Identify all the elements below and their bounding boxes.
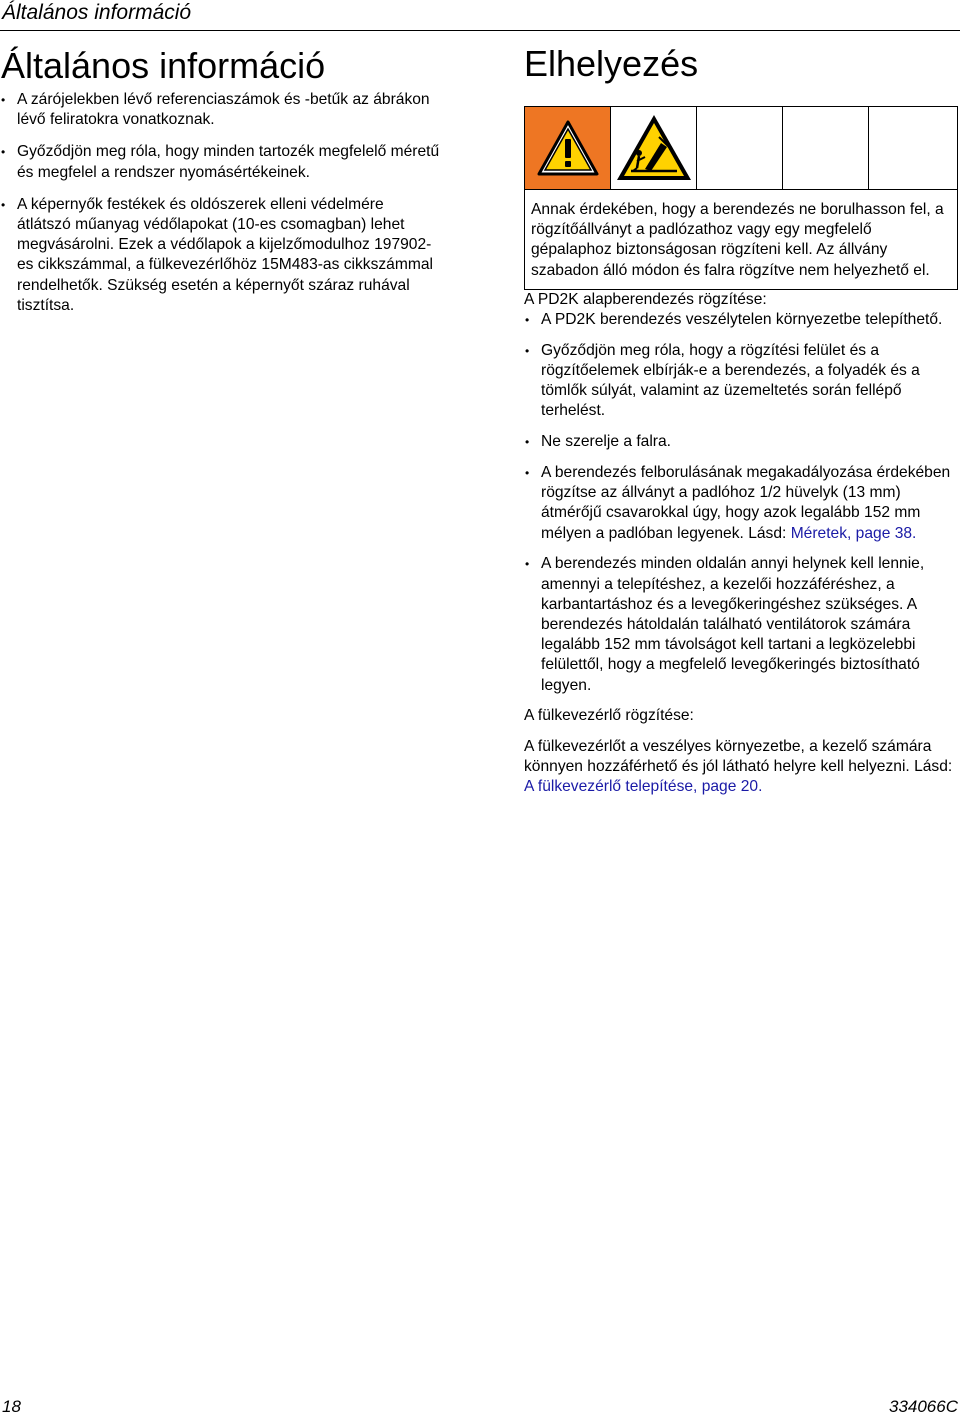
list-item: • A berendezés felborulásának megakadályozása érdekében rögzítse az állványt a padlóhoz 1/2 hüvelyk (13 mm) átmérőjű csavarokkal úgy, hogy azok legalább 152 mm mélyen a padlóban legyenek. Lásd: Méretek, page 38. — [524, 463, 960, 544]
warning-icon-row — [525, 107, 957, 190]
document-id: 334066C — [888, 1397, 958, 1416]
warning-box — [524, 106, 958, 290]
running-header: Általános információ — [2, 1, 192, 24]
list-item: • Győződjön meg róla, hogy minden tartozék megfelelő méretű és megfelel a rendszer nyomásértékeinek. — [0, 142, 440, 182]
list-item: • A berendezés minden oldalán annyi helynek kell lennie, amennyi a telepítéshez, a kezelői hozzáféréshez, a karbantartáshoz és a levegőkeringéshez szükséges. A berendezés hátoldalán található ventilátorok számára legalább 152 mm távolságot kell tartani a legközelebbi felülettől, hogy a megfelelő levegőkeringés biztosítható legyen. — [524, 554, 960, 695]
empty-icon-cell — [869, 107, 957, 189]
list-item: • A PD2K berendezés veszélytelen környezetbe telepíthető. — [524, 310, 960, 330]
subheading-pd2k-mounting: A PD2K alapberendezés rögzítése: — [524, 290, 767, 308]
list-item: • Ne szerelje a falra. — [524, 432, 960, 452]
page-title: Általános információ — [1, 45, 326, 86]
header-rule — [0, 30, 960, 31]
link-dimensions[interactable]: Méretek, page 38. — [790, 524, 917, 542]
general-info-list — [0, 90, 440, 316]
empty-icon-cell — [697, 107, 783, 189]
link-booth-control-install[interactable]: A fülkevezérlő telepítése, page 20. — [524, 778, 763, 796]
list-item: • Győződjön meg róla, hogy a rögzítési felület és a rögzítőelemek elbírják-e a berendezés, a folyadék és a tömlők súlyát, valamint az üzemeltetés során fellépő terhelést. — [524, 341, 960, 422]
right-column — [524, 40, 960, 797]
section-title-location: Elhelyezés — [524, 43, 699, 84]
tip-over-hazard-icon — [611, 107, 697, 189]
booth-control-paragraph: A fülkevezérlőt a veszélyes környezetbe, a kezelő számára könnyen hozzáférhető és jól látható helyre kell helyezni. Lásd: A fülkevezérlő telepítése, page 20. — [524, 737, 953, 796]
subheading-booth-control-mounting: A fülkevezérlő rögzítése: — [524, 707, 694, 725]
warning-exclamation-icon — [525, 107, 611, 189]
page-number: 18 — [2, 1397, 21, 1416]
left-column — [0, 40, 440, 328]
list-item: • A zárójelekben lévő referenciaszámok és -betűk az ábrákon lévő feliratokra vonatkoznak. — [0, 90, 440, 130]
list-item: • A képernyők festékek és oldószerek elleni védelmére átlátszó műanyag védőlapokat (10-es csomagban) lehet megvásárolni. Ezek a védőlapok a kijelzőmodulhoz 197902-es cikkszámmal, a fülkevezérlőhöz 15M483-as cikkszámmal rendelhetők. Szükség esetén a képernyőt száraz ruhával tisztítsa. — [0, 195, 440, 316]
warning-text: Annak érdekében, hogy a berendezés ne borulhasson fel, a rögzítőállványt a padlózathoz vagy egy megfelelő gépalaphoz biztonságosan rögzíteni kell. Az állvány szabadon álló módon és falra rögzítve nem helyezhető el. — [531, 201, 944, 279]
mounting-list — [524, 310, 960, 696]
empty-icon-cell — [783, 107, 869, 189]
